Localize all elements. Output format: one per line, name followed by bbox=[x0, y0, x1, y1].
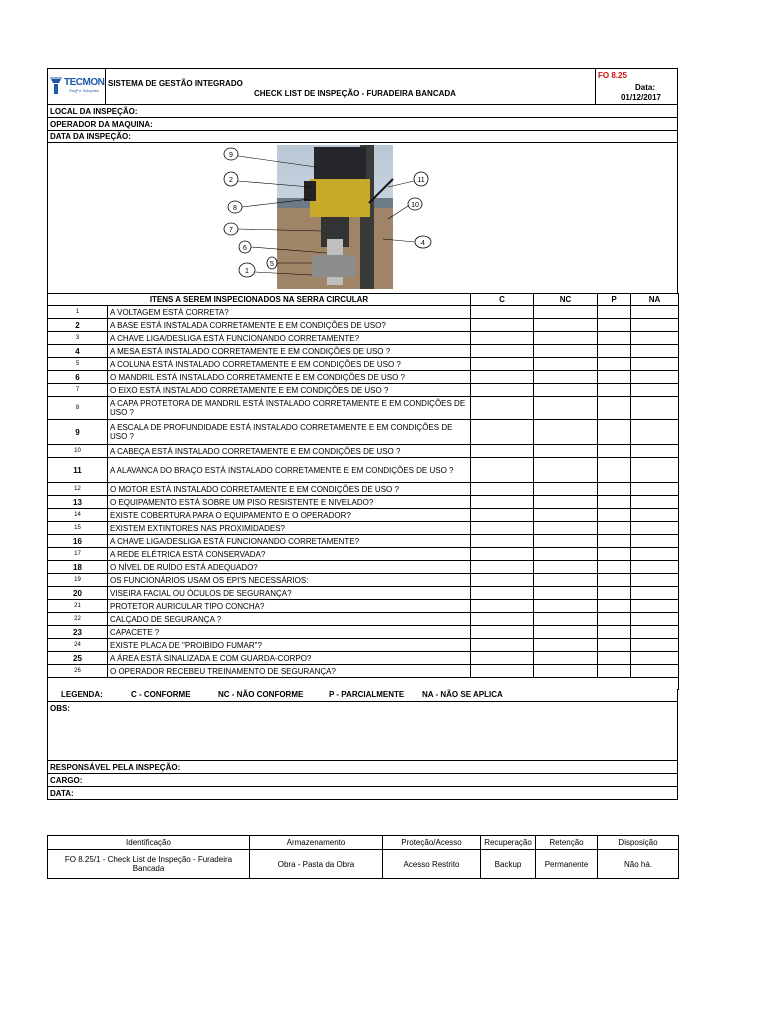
col-c-header: C bbox=[471, 294, 534, 306]
check-cell-p[interactable] bbox=[598, 458, 631, 483]
check-cell-c[interactable] bbox=[471, 600, 534, 613]
check-cell-c[interactable] bbox=[471, 587, 534, 600]
check-cell-c[interactable] bbox=[471, 639, 534, 652]
item-description: O NÍVEL DE RUÍDO ESTÁ ADEQUADO? bbox=[108, 561, 471, 574]
table-row bbox=[48, 458, 679, 483]
footer-value: FO 8.25/1 - Check List de Inspeção - Furadeira Bancada bbox=[48, 850, 250, 879]
legend-na: NA - NÃO SE APLICA bbox=[422, 690, 503, 699]
check-cell-na[interactable] bbox=[631, 561, 679, 574]
check-cell-p[interactable] bbox=[598, 561, 631, 574]
inspection-table bbox=[47, 293, 679, 690]
footer-value: Backup bbox=[481, 850, 536, 879]
check-cell-na[interactable] bbox=[631, 639, 679, 652]
table-row bbox=[48, 358, 679, 371]
check-cell-p[interactable] bbox=[598, 445, 631, 458]
check-cell-p[interactable] bbox=[598, 613, 631, 626]
item-number: 23 bbox=[48, 626, 108, 639]
code-cell bbox=[596, 69, 678, 105]
check-cell-nc[interactable] bbox=[534, 332, 598, 345]
item-description: O OPERADOR RECEBEU TREINAMENTO DE SEGURANÇA? bbox=[108, 665, 471, 678]
item-description: A ESCALA DE PROFUNDIDADE ESTÁ INSTALADO CORRETAMENTE E EM CONDIÇÕES DE USO ? bbox=[108, 420, 471, 445]
item-number: 18 bbox=[48, 561, 108, 574]
items-header: ITENS A SEREM INSPECIONADOS NA SERRA CIRCULAR bbox=[48, 294, 471, 306]
table-row bbox=[48, 371, 679, 384]
item-description: O MANDRIL ESTÁ INSTALADO CORRETAMENTE E EM CONDIÇÕES DE USO ? bbox=[108, 371, 471, 384]
check-cell-nc[interactable] bbox=[534, 445, 598, 458]
check-cell-p[interactable] bbox=[598, 319, 631, 332]
item-number: 25 bbox=[48, 652, 108, 665]
check-cell-na[interactable] bbox=[631, 535, 679, 548]
check-cell-nc[interactable] bbox=[534, 639, 598, 652]
table-row bbox=[48, 306, 679, 319]
callout-label: 9 bbox=[229, 152, 233, 159]
check-cell-nc[interactable] bbox=[534, 319, 598, 332]
table-row bbox=[48, 665, 679, 678]
col-nc-header: NC bbox=[534, 294, 598, 306]
check-cell-c[interactable] bbox=[471, 626, 534, 639]
item-number: 7 bbox=[48, 384, 108, 397]
table-row bbox=[48, 496, 679, 509]
item-description: A BASE ESTÁ INSTALADA CORRETAMENTE E EM CONDIÇÕES DE USO? bbox=[108, 319, 471, 332]
table-row bbox=[48, 574, 679, 587]
check-cell-c[interactable] bbox=[471, 574, 534, 587]
footer-header: Disposição bbox=[598, 836, 679, 850]
item-description: OS FUNCIONÁRIOS USAM OS EPI'S NECESSÁRIOS: bbox=[108, 574, 471, 587]
item-description: A COLUNA ESTÁ INSTALADO CORRETAMENTE E EM CONDIÇÕES DE USO ? bbox=[108, 358, 471, 371]
check-cell-nc[interactable] bbox=[534, 384, 598, 397]
tecmon-logo-icon bbox=[50, 77, 62, 95]
item-number: 16 bbox=[48, 535, 108, 548]
check-cell-c[interactable] bbox=[471, 420, 534, 445]
check-cell-na[interactable] bbox=[631, 306, 679, 319]
footer-header: Recuperação bbox=[481, 836, 536, 850]
table-row bbox=[48, 420, 679, 445]
check-cell-c[interactable] bbox=[471, 445, 534, 458]
check-cell-na[interactable] bbox=[631, 587, 679, 600]
col-p-header: P bbox=[598, 294, 631, 306]
check-cell-na[interactable] bbox=[631, 358, 679, 371]
item-description: EXISTE COBERTURA PARA O EQUIPAMENTO E O OPERADOR? bbox=[108, 509, 471, 522]
check-cell-p[interactable] bbox=[598, 587, 631, 600]
check-cell-na[interactable] bbox=[631, 613, 679, 626]
table-row bbox=[48, 509, 679, 522]
item-description: A ALAVANCA DO BRAÇO ESTÁ INSTALADO CORRETAMENTE E EM CONDIÇÕES DE USO ? bbox=[108, 458, 471, 483]
table-row bbox=[48, 384, 679, 397]
check-cell-p[interactable] bbox=[598, 420, 631, 445]
item-number: 19 bbox=[48, 574, 108, 587]
item-number: 4 bbox=[48, 345, 108, 358]
item-number: 11 bbox=[48, 458, 108, 483]
check-cell-na[interactable] bbox=[631, 483, 679, 496]
check-cell-nc[interactable] bbox=[534, 548, 598, 561]
document-title: CHECK LIST DE INSPEÇÃO - FURADEIRA BANCADA bbox=[254, 89, 456, 98]
check-cell-nc[interactable] bbox=[534, 535, 598, 548]
check-cell-nc[interactable] bbox=[534, 483, 598, 496]
check-cell-p[interactable] bbox=[598, 496, 631, 509]
check-cell-p[interactable] bbox=[598, 574, 631, 587]
item-description: A CAPA PROTETORA DE MANDRIL ESTÁ INSTALADO CORRETAMENTE E EM CONDIÇÕES DE USO ? bbox=[108, 397, 471, 420]
item-description: PROTETOR AURICULAR TIPO CONCHA? bbox=[108, 600, 471, 613]
check-cell-c[interactable] bbox=[471, 319, 534, 332]
footer-header: Armazenamento bbox=[250, 836, 383, 850]
check-cell-nc[interactable] bbox=[534, 358, 598, 371]
check-cell-c[interactable] bbox=[471, 483, 534, 496]
item-description: CAPACETE ? bbox=[108, 626, 471, 639]
check-cell-nc[interactable] bbox=[534, 458, 598, 483]
item-description: A MESA ESTÁ INSTALADO CORRETAMENTE E EM CONDIÇÕES DE USO ? bbox=[108, 345, 471, 358]
callout-label: 2 bbox=[229, 177, 233, 184]
legend-table bbox=[47, 689, 678, 800]
signoff-date-field[interactable]: DATA: bbox=[48, 787, 678, 800]
check-cell-nc[interactable] bbox=[534, 665, 598, 678]
item-number: 26 bbox=[48, 665, 108, 678]
item-number: 10 bbox=[48, 445, 108, 458]
check-cell-c[interactable] bbox=[471, 535, 534, 548]
check-cell-c[interactable] bbox=[471, 345, 534, 358]
item-number: 1 bbox=[48, 306, 108, 319]
check-cell-p[interactable] bbox=[598, 535, 631, 548]
check-cell-c[interactable] bbox=[471, 665, 534, 678]
check-cell-na[interactable] bbox=[631, 652, 679, 665]
table-row bbox=[48, 345, 679, 358]
callout-label: 1 bbox=[245, 268, 249, 275]
item-number: 6 bbox=[48, 371, 108, 384]
item-number: 2 bbox=[48, 319, 108, 332]
callout-label: 8 bbox=[233, 205, 237, 212]
check-cell-c[interactable] bbox=[471, 384, 534, 397]
item-number: 5 bbox=[48, 358, 108, 371]
footer-header: Retenção bbox=[536, 836, 598, 850]
document-code: FO 8.25 bbox=[598, 71, 627, 80]
callout-label: 10 bbox=[411, 202, 419, 209]
check-cell-na[interactable] bbox=[631, 496, 679, 509]
document-control-footer bbox=[47, 835, 678, 879]
check-cell-nc[interactable] bbox=[534, 626, 598, 639]
check-cell-c[interactable] bbox=[471, 613, 534, 626]
legend-label: LEGENDA: bbox=[61, 690, 103, 699]
item-description: O MOTOR ESTÁ INSTALADO CORRETAMENTE E EM CONDIÇÕES DE USO ? bbox=[108, 483, 471, 496]
check-cell-nc[interactable] bbox=[534, 397, 598, 420]
item-description: EXISTE PLACA DE "PROIBIDO FUMAR"? bbox=[108, 639, 471, 652]
check-cell-c[interactable] bbox=[471, 509, 534, 522]
legend-row bbox=[48, 689, 678, 702]
table-row bbox=[48, 652, 679, 665]
obs-field[interactable]: OBS: bbox=[48, 702, 678, 761]
check-cell-nc[interactable] bbox=[534, 420, 598, 445]
legend-nc: NC - NÃO CONFORME bbox=[218, 690, 304, 699]
item-number: 14 bbox=[48, 509, 108, 522]
item-description: O EQUIPAMENTO ESTÁ SOBRE UM PISO RESISTENTE E NIVELADO? bbox=[108, 496, 471, 509]
check-cell-p[interactable] bbox=[598, 397, 631, 420]
item-number: 15 bbox=[48, 522, 108, 535]
check-cell-p[interactable] bbox=[598, 509, 631, 522]
fields-table bbox=[47, 104, 678, 294]
item-number: 24 bbox=[48, 639, 108, 652]
local-field[interactable]: LOCAL DA INSPEÇÃO: bbox=[48, 105, 678, 118]
check-cell-p[interactable] bbox=[598, 652, 631, 665]
item-description: VISEIRA FACIAL OU ÓCULOS DE SEGURANÇA? bbox=[108, 587, 471, 600]
check-cell-c[interactable] bbox=[471, 358, 534, 371]
item-number: 13 bbox=[48, 496, 108, 509]
check-cell-p[interactable] bbox=[598, 384, 631, 397]
table-row bbox=[48, 483, 679, 496]
item-description: A ÁREA ESTÁ SINALIZADA E COM GUARDA-CORPO? bbox=[108, 652, 471, 665]
footer-header: Proteção/Acesso bbox=[383, 836, 481, 850]
item-number: 3 bbox=[48, 332, 108, 345]
footer-value: Acesso Restrito bbox=[383, 850, 481, 879]
table-row bbox=[48, 332, 679, 345]
item-description: A CHAVE LIGA/DESLIGA ESTÁ FUNCIONANDO CORRETAMENTE? bbox=[108, 535, 471, 548]
check-cell-c[interactable] bbox=[471, 652, 534, 665]
title-cell bbox=[106, 69, 596, 105]
legend-c: C - CONFORME bbox=[131, 690, 191, 699]
check-cell-na[interactable] bbox=[631, 445, 679, 458]
check-cell-na[interactable] bbox=[631, 345, 679, 358]
footer-value: Obra - Pasta da Obra bbox=[250, 850, 383, 879]
table-row bbox=[48, 319, 679, 332]
item-description: A REDE ELÉTRICA ESTÁ CONSERVADA? bbox=[108, 548, 471, 561]
footer-header: Identificação bbox=[48, 836, 250, 850]
logo-text: TECMON bbox=[64, 77, 105, 88]
check-cell-na[interactable] bbox=[631, 574, 679, 587]
check-cell-p[interactable] bbox=[598, 345, 631, 358]
table-row bbox=[48, 626, 679, 639]
callout-label: 4 bbox=[421, 240, 425, 247]
check-cell-nc[interactable] bbox=[534, 306, 598, 319]
check-cell-p[interactable] bbox=[598, 665, 631, 678]
role-field[interactable]: CARGO: bbox=[48, 774, 678, 787]
check-cell-nc[interactable] bbox=[534, 600, 598, 613]
check-cell-nc[interactable] bbox=[534, 561, 598, 574]
check-cell-na[interactable] bbox=[631, 319, 679, 332]
check-cell-nc[interactable] bbox=[534, 371, 598, 384]
check-cell-p[interactable] bbox=[598, 639, 631, 652]
operator-field[interactable]: OPERADOR DA MAQUINA: bbox=[48, 118, 678, 131]
logo bbox=[48, 69, 106, 105]
callout-label: 11 bbox=[417, 177, 425, 184]
table-row bbox=[48, 600, 679, 613]
check-cell-p[interactable] bbox=[598, 600, 631, 613]
check-cell-nc[interactable] bbox=[534, 522, 598, 535]
callout-label: 7 bbox=[229, 227, 233, 234]
item-number: 17 bbox=[48, 548, 108, 561]
inspection-date-field[interactable]: DATA DA INSPEÇÃO: bbox=[48, 131, 678, 143]
table-row bbox=[48, 639, 679, 652]
check-cell-p[interactable] bbox=[598, 548, 631, 561]
check-cell-na[interactable] bbox=[631, 600, 679, 613]
table-row bbox=[48, 445, 679, 458]
check-cell-na[interactable] bbox=[631, 665, 679, 678]
date-label: Data: bbox=[634, 83, 655, 92]
system-name: SISTEMA DE GESTÃO INTEGRADO bbox=[108, 79, 243, 88]
legend-p: P - PARCIALMENTE bbox=[329, 690, 405, 699]
check-cell-p[interactable] bbox=[598, 371, 631, 384]
check-cell-c[interactable] bbox=[471, 458, 534, 483]
drill-press-photo bbox=[48, 143, 677, 291]
item-description: CALÇADO DE SEGURANÇA ? bbox=[108, 613, 471, 626]
check-cell-c[interactable] bbox=[471, 561, 534, 574]
check-cell-c[interactable] bbox=[471, 522, 534, 535]
check-cell-p[interactable] bbox=[598, 626, 631, 639]
check-cell-na[interactable] bbox=[631, 548, 679, 561]
item-description: A CABEÇA ESTÁ INSTALADO CORRETAMENTE E EM CONDIÇÕES DE USO ? bbox=[108, 445, 471, 458]
check-cell-nc[interactable] bbox=[534, 574, 598, 587]
table-row bbox=[48, 561, 679, 574]
check-cell-c[interactable] bbox=[471, 371, 534, 384]
check-cell-c[interactable] bbox=[471, 496, 534, 509]
item-number: 8 bbox=[48, 397, 108, 420]
item-description: EXISTEM EXTINTORES NAS PROXIMIDADES? bbox=[108, 522, 471, 535]
table-row bbox=[48, 535, 679, 548]
check-cell-na[interactable] bbox=[631, 626, 679, 639]
check-cell-c[interactable] bbox=[471, 548, 534, 561]
check-cell-p[interactable] bbox=[598, 332, 631, 345]
check-cell-nc[interactable] bbox=[534, 345, 598, 358]
responsible-field[interactable]: RESPONSÁVEL PELA INSPEÇÃO: bbox=[48, 761, 678, 774]
col-na-header: NA bbox=[631, 294, 679, 306]
check-cell-p[interactable] bbox=[598, 483, 631, 496]
footer-value: Permanente bbox=[536, 850, 598, 879]
check-cell-c[interactable] bbox=[471, 397, 534, 420]
check-cell-c[interactable] bbox=[471, 306, 534, 319]
check-cell-na[interactable] bbox=[631, 522, 679, 535]
check-cell-nc[interactable] bbox=[534, 509, 598, 522]
item-number: 22 bbox=[48, 613, 108, 626]
callout-label: 5 bbox=[270, 261, 274, 268]
table-row bbox=[48, 613, 679, 626]
table-row bbox=[48, 548, 679, 561]
item-number: 9 bbox=[48, 420, 108, 445]
logo-subtitle: Engª e Soluções bbox=[69, 88, 99, 93]
check-cell-nc[interactable] bbox=[534, 496, 598, 509]
check-cell-nc[interactable] bbox=[534, 587, 598, 600]
check-cell-na[interactable] bbox=[631, 371, 679, 384]
header-table bbox=[47, 68, 678, 105]
item-number: 21 bbox=[48, 600, 108, 613]
photo-cell bbox=[48, 143, 678, 294]
check-cell-nc[interactable] bbox=[534, 613, 598, 626]
check-cell-nc[interactable] bbox=[534, 652, 598, 665]
check-cell-na[interactable] bbox=[631, 384, 679, 397]
check-cell-p[interactable] bbox=[598, 358, 631, 371]
item-description: A CHAVE LIGA/DESLIGA ESTÁ FUNCIONANDO CORRETAMENTE? bbox=[108, 332, 471, 345]
check-cell-na[interactable] bbox=[631, 509, 679, 522]
item-number: 12 bbox=[48, 483, 108, 496]
item-description: O EIXO ESTÁ INSTALADO CORRETAMENTE E EM CONDIÇÕES DE USO ? bbox=[108, 384, 471, 397]
checklist-sheet bbox=[47, 68, 678, 800]
check-cell-p[interactable] bbox=[598, 306, 631, 319]
check-cell-na[interactable] bbox=[631, 458, 679, 483]
check-cell-na[interactable] bbox=[631, 332, 679, 345]
table-row bbox=[48, 587, 679, 600]
check-cell-c[interactable] bbox=[471, 332, 534, 345]
item-number: 20 bbox=[48, 587, 108, 600]
check-cell-na[interactable] bbox=[631, 397, 679, 420]
callout-label: 6 bbox=[243, 245, 247, 252]
item-description: A VOLTAGEM ESTÁ CORRETA? bbox=[108, 306, 471, 319]
footer-value: Não há. bbox=[598, 850, 679, 879]
check-cell-p[interactable] bbox=[598, 522, 631, 535]
table-row bbox=[48, 522, 679, 535]
check-cell-na[interactable] bbox=[631, 420, 679, 445]
date-value: 01/12/2017 bbox=[620, 93, 661, 102]
table-row bbox=[48, 397, 679, 420]
